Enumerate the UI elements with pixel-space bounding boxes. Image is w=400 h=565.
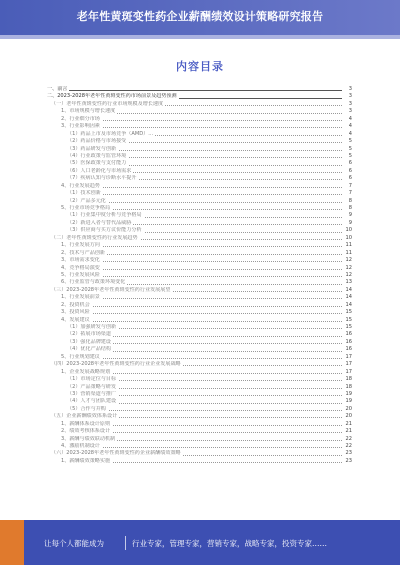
toc-entry[interactable]	[47, 450, 352, 457]
toc-entry-title: 2、技术与产品创新	[61, 249, 105, 256]
toc-page-number: 16	[345, 338, 352, 345]
toc-entry[interactable]	[47, 354, 352, 361]
toc-entry-title: （7）疾病认知与诊断水平提升	[67, 175, 137, 182]
toc-leader	[61, 321, 342, 322]
toc-entry[interactable]	[47, 212, 352, 219]
toc-page-number: 15	[345, 324, 352, 330]
toc-page-number: 22	[345, 435, 352, 442]
toc-page-number: 6	[348, 167, 352, 174]
toc-page-number: 11	[345, 249, 352, 256]
toc-entry[interactable]	[47, 287, 352, 294]
toc-entry[interactable]	[47, 116, 352, 123]
toc-entry-title: （1）市场定位与目标	[67, 376, 117, 383]
toc-entry-title: 3、薪酬与绩效联动机制	[61, 435, 116, 442]
toc-entry-title: 1、企业发展战略规划	[61, 368, 111, 375]
toc-entry-title: （一）老年性黄斑变性药行业市场规模及增长速度	[51, 100, 164, 107]
toc-heading: 内容目录	[176, 60, 224, 73]
toc-page-number: 5	[348, 138, 352, 145]
toc-entry-title: 4、竞争格局演变	[61, 264, 100, 271]
toc-entry-title: （4）优化产品结构	[67, 346, 111, 353]
toc-entry[interactable]	[47, 146, 352, 153]
toc-page-number: 17	[345, 368, 352, 375]
toc-leader	[61, 120, 342, 121]
toc-entry[interactable]	[47, 257, 352, 264]
toc-entry[interactable]	[47, 369, 352, 376]
toc-entry-title: 1、行业发展前景	[61, 294, 100, 301]
toc-entry[interactable]	[47, 183, 352, 190]
toc-leader	[47, 90, 342, 91]
toc-page-number: 10	[345, 234, 352, 241]
toc-page-number: 17	[345, 361, 352, 368]
toc-leader	[61, 246, 342, 247]
toc-page-number: 14	[345, 301, 352, 308]
toc-entry[interactable]	[47, 108, 352, 115]
toc-entry[interactable]	[47, 272, 352, 279]
toc-entry[interactable]	[47, 294, 352, 301]
toc-entry-title: （6）人口老龄化与市场需求	[67, 167, 132, 174]
toc-entry[interactable]	[47, 279, 352, 286]
toc-entry-title: （3）营销渠道与推广	[67, 390, 117, 397]
toc-leader	[61, 298, 342, 299]
toc-leader	[61, 313, 342, 314]
toc-entry-title: 1、薪酬体系设计原则	[61, 420, 111, 427]
toc-page-number: 20	[345, 405, 352, 412]
toc-entry[interactable]	[47, 250, 352, 257]
toc-entry[interactable]	[47, 309, 352, 316]
toc-leader	[61, 187, 342, 188]
toc-entry[interactable]	[47, 131, 352, 138]
toc-entry[interactable]	[47, 413, 352, 420]
toc-page-number: 8	[348, 205, 352, 211]
report-title: 老年性黄斑变性药企业薪酬绩效设计策略研究报告	[76, 10, 324, 23]
toc-page-number: 7	[348, 190, 352, 197]
toc-entry[interactable]	[47, 391, 352, 398]
toc-page-number: 22	[345, 443, 352, 449]
toc-entry[interactable]	[47, 205, 352, 212]
toc-entry[interactable]	[47, 168, 352, 175]
footer-accent-block	[0, 520, 24, 565]
toc-entry-title: （3）供应商与买方议价能力分析	[67, 227, 142, 234]
toc-page-number: 21	[345, 420, 352, 427]
toc-page-number: 23	[345, 457, 352, 464]
toc-leader	[61, 269, 342, 270]
header-stripe	[0, 35, 400, 39]
toc-entry[interactable]	[47, 317, 352, 324]
toc-entry[interactable]	[47, 406, 352, 413]
toc-entry-title: 1、市场规模与增长速度	[61, 108, 116, 115]
toc-entry[interactable]	[47, 93, 352, 100]
toc-page-number: 15	[345, 316, 352, 323]
toc-page-number: 4	[348, 130, 352, 137]
toc-page-number: 3	[348, 108, 352, 115]
toc-entry-title: 3、市场需求变化	[61, 257, 100, 264]
toc-entry[interactable]	[47, 153, 352, 160]
toc-entry[interactable]	[47, 175, 352, 182]
toc-page-number: 9	[348, 212, 352, 219]
toc-entry-title: （1）技术创新	[67, 190, 101, 197]
toc-entry-title: 4、发展建议	[61, 316, 90, 323]
toc-entry[interactable]	[47, 443, 352, 450]
toc-entry-title: （4）行业政策与监管环境	[67, 152, 127, 159]
toc-entry-title: 3、投资风险	[61, 309, 90, 316]
toc-leader	[61, 447, 342, 448]
toc-leader	[61, 306, 342, 307]
toc-page-number: 18	[345, 383, 352, 390]
toc-entry[interactable]	[47, 160, 352, 167]
toc-entry[interactable]	[47, 198, 352, 205]
toc-entry[interactable]	[47, 458, 352, 465]
toc-page-number: 8	[348, 197, 352, 204]
toc-entry-title: （1）药品上市及市场竞争（AMD）...	[67, 130, 154, 137]
toc-page-number: 5	[348, 145, 352, 152]
toc-entry[interactable]	[47, 436, 352, 443]
toc-entry[interactable]	[47, 346, 352, 353]
toc-entry-title: （5）医保政策与支付能力	[67, 160, 127, 167]
toc-entry-title: 4、行业发展趋势	[61, 182, 100, 189]
toc-leader	[67, 194, 342, 195]
toc-entry-title: （2）药品价格与市场接受	[67, 138, 127, 145]
toc-page-number: 3	[348, 93, 352, 100]
toc-entry[interactable]	[47, 190, 352, 197]
toc-leader	[61, 276, 342, 277]
toc-entry-title: 一、前言	[47, 86, 68, 92]
toc-page-number: 21	[345, 428, 352, 435]
toc-page-number: 18	[345, 376, 352, 383]
toc-entry[interactable]	[47, 302, 352, 309]
toc-entry-title: （4）人才与团队建设	[67, 398, 117, 405]
toc-entry-title: 5、行业市场竞争格局	[61, 205, 111, 211]
toc-page-number: 9	[348, 219, 352, 226]
toc-entry[interactable]	[47, 331, 352, 338]
toc-page-number: 19	[345, 390, 352, 397]
toc-page-number: 11	[345, 242, 352, 249]
toc-entry[interactable]	[47, 384, 352, 391]
toc-entry[interactable]	[47, 220, 352, 227]
toc-entry[interactable]	[47, 339, 352, 346]
toc-entry-title: （5）合作与并购	[67, 405, 106, 412]
toc-entry-title: （二）老年性黄斑变性药行业发展趋势	[51, 234, 138, 241]
toc-page-number: 20	[345, 413, 352, 420]
toc-entry-title: 4、激励机制设计	[61, 443, 100, 449]
toc-page-number: 23	[345, 450, 352, 457]
toc-entry-title: 2、投资机会	[61, 301, 90, 308]
toc-page-number: 17	[345, 353, 352, 360]
toc-page-number: 12	[345, 271, 352, 278]
toc-entry-title: （1）行业集中度分析与竞争格局	[67, 212, 142, 219]
toc-entry[interactable]	[47, 398, 352, 405]
toc-entry[interactable]	[47, 361, 352, 368]
toc-entry-title: （2）产品策略与研发	[67, 383, 117, 390]
toc-entry-title: 1、薪酬绩效策略实施	[61, 457, 111, 464]
toc-entry-title: （三）2023-2028年老年性黄斑变性药行业发展展望	[51, 286, 171, 293]
toc-page-number: 3	[348, 86, 352, 92]
toc-entry-title: （五）企业薪酬绩效体系设计	[51, 413, 118, 420]
toc-page-number: 4	[348, 115, 352, 122]
toc-page-number: 6	[348, 160, 352, 167]
toc-page-number: 10	[345, 227, 352, 234]
toc-entry-title: （2）拓展市场渠道	[67, 331, 111, 338]
toc-entry[interactable]	[47, 235, 352, 242]
toc-page-number: 7	[348, 182, 352, 189]
toc-entry-title: （2）新进入者与替代品威胁	[67, 219, 132, 226]
toc-entry[interactable]	[47, 123, 352, 130]
toc-leader	[61, 261, 342, 262]
toc-page-number: 3	[348, 100, 352, 107]
toc-entry[interactable]	[47, 376, 352, 383]
toc-entry-title: 2、绩效考核体系设计	[61, 428, 111, 435]
toc-entry-title: 6、行业监管与政策环境变化	[61, 279, 126, 286]
toc-page-number: 6	[348, 175, 352, 182]
footer-divider	[125, 536, 126, 550]
toc-page-number: 5	[348, 152, 352, 159]
toc-entry-title: 5、行业规划建议	[61, 353, 100, 360]
toc-page-number: 12	[345, 264, 352, 271]
toc-entry-title: 3、行业影响因素	[61, 123, 100, 130]
toc-entry-title: （2）产品多元化	[67, 197, 106, 204]
toc-leader	[61, 127, 342, 128]
toc-entry-title: 2、行业细分市场	[61, 115, 100, 122]
toc-entry-title: 5、行业发展风险	[61, 271, 100, 278]
toc-entry[interactable]	[47, 421, 352, 428]
toc-entry[interactable]	[47, 227, 352, 234]
toc-entry[interactable]	[47, 428, 352, 435]
toc-leader	[67, 410, 342, 411]
toc-entry[interactable]	[47, 101, 352, 108]
toc-entry[interactable]	[47, 242, 352, 249]
toc-leader	[61, 358, 342, 359]
toc-entry[interactable]	[47, 86, 352, 93]
toc-entry-title: （1）加强研发与创新	[67, 324, 117, 330]
toc-page-number: 16	[345, 331, 352, 338]
toc-page-number: 4	[348, 123, 352, 130]
toc-entry-title: （3）药品研发与创新	[67, 145, 117, 152]
toc-entry[interactable]	[47, 324, 352, 331]
toc-page-number: 12	[345, 257, 352, 264]
toc-entry-title: 二、2023-2028年老年性黄斑变性药市场前景及趋势预测	[47, 93, 177, 100]
toc-page-number: 16	[345, 346, 352, 353]
toc-page-number: 19	[345, 398, 352, 405]
toc-entry-title: （3）强化品牌建设	[67, 338, 111, 345]
toc-entry-title: 1、行业发展方向	[61, 242, 100, 249]
toc-entry[interactable]	[47, 138, 352, 145]
toc-page-number: 15	[345, 309, 352, 316]
footer-brand-text: 让每个人都能成为	[44, 539, 104, 548]
table-of-contents	[47, 86, 352, 465]
toc-page-number: 14	[345, 294, 352, 301]
footer-tagline: 行业专家，管理专家，营销专家，战略专家，投资专家……	[132, 539, 327, 548]
toc-page-number: 14	[345, 286, 352, 293]
toc-entry[interactable]	[47, 265, 352, 272]
toc-leader	[67, 202, 342, 203]
toc-entry-title: （六）2023-2028年老年性黄斑变性药企业薪酬绩效策略	[51, 450, 181, 457]
toc-page-number: 13	[345, 279, 352, 286]
toc-entry-title: （四）2023-2028年老年性黄斑变性药行业企业发展战略	[51, 361, 181, 368]
